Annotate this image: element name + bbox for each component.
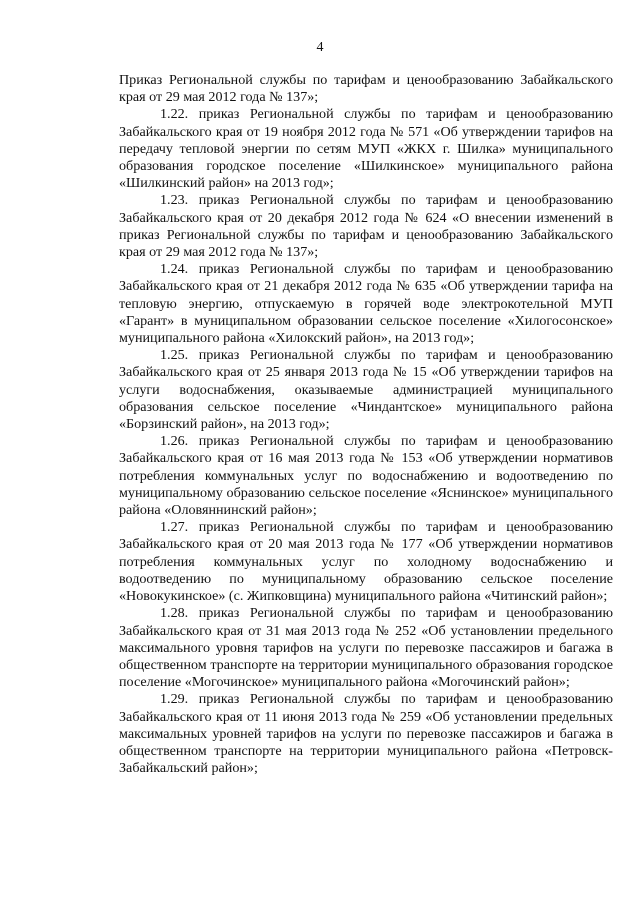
paragraph-item-1-29: 1.29. приказ Региональной службы по тарифам и ценообразованию Забайкальского края от 11 июня 2013 года № 259 «Об установлении предельных максимальных уровней тарифов на услуги по перевозке пассажиров и багажа в общественном транспорте на территории муниципального района «Петровск-Забайкальский район»; bbox=[119, 691, 613, 777]
paragraph-item-1-28: 1.28. приказ Региональной службы по тарифам и ценообразованию Забайкальского края от 31 мая 2013 года № 252 «Об установлении предельного максимального уровня тарифов на услуги по перевозке пассажиров и багажа в общественном транспорте на территории муниципального образования городское поселение «Могочинское» муниципального района «Могочинский район»; bbox=[119, 605, 613, 691]
paragraph-item-1-24: 1.24. приказ Региональной службы по тарифам и ценообразованию Забайкальского края от 21 декабря 2012 года № 635 «Об утверждении тарифа на тепловую энергию, отпускаемую в горячей воде электрокотельной МУП «Гарант» в муниципальном образовании сельское поселение «Хилогосонское» муниципального района «Хилокский район», на 2013 год»; bbox=[119, 261, 613, 347]
paragraph-item-1-23: 1.23. приказ Региональной службы по тарифам и ценообразованию Забайкальского края от 20 декабря 2012 года № 624 «О внесении изменений в приказ Региональной службы по тарифам и ценообразованию Забайкальского края от 29 мая 2012 года № 137»; bbox=[119, 192, 613, 261]
paragraph-continuation: Приказ Региональной службы по тарифам и ценообразованию Забайкальского края от 29 мая 2012 года № 137»; bbox=[119, 72, 613, 106]
page-number: 4 bbox=[316, 40, 324, 55]
paragraph-item-1-26: 1.26. приказ Региональной службы по тарифам и ценообразованию Забайкальского края от 16 мая 2013 года № 153 «Об утверждении нормативов потребления коммунальных услуг по водоснабжению и водоотведению по муниципальному образованию сельское поселение «Яснинское» муниципального района «Оловяннинский район»; bbox=[119, 433, 613, 519]
paragraph-item-1-22: 1.22. приказ Региональной службы по тарифам и ценообразованию Забайкальского края от 19 ноября 2012 года № 571 «Об утверждении тарифов на передачу тепловой энергии по сетям МУП «ЖКХ г. Шилка» муниципального образования городское поселение «Шилкинское» муниципального района «Шилкинский район» на 2013 год»; bbox=[119, 106, 613, 192]
paragraph-item-1-27: 1.27. приказ Региональной службы по тарифам и ценообразованию Забайкальского края от 20 мая 2013 года № 177 «Об утверждении нормативов потребления коммунальных услуг по холодному водоснабжению и водоотведению по муниципальному образованию сельское поселение «Новокукинское» (с. Жипковщина) муниципального района «Читинский район»; bbox=[119, 519, 613, 605]
paragraph-item-1-25: 1.25. приказ Региональной службы по тарифам и ценообразованию Забайкальского края от 25 января 2013 года № 15 «Об утверждении тарифов на услуги водоснабжения, оказываемые администрацией муниципального образования сельское поселение «Чиндантское» муниципального района «Борзинский район», на 2013 год»; bbox=[119, 347, 613, 433]
document-body bbox=[119, 72, 613, 777]
